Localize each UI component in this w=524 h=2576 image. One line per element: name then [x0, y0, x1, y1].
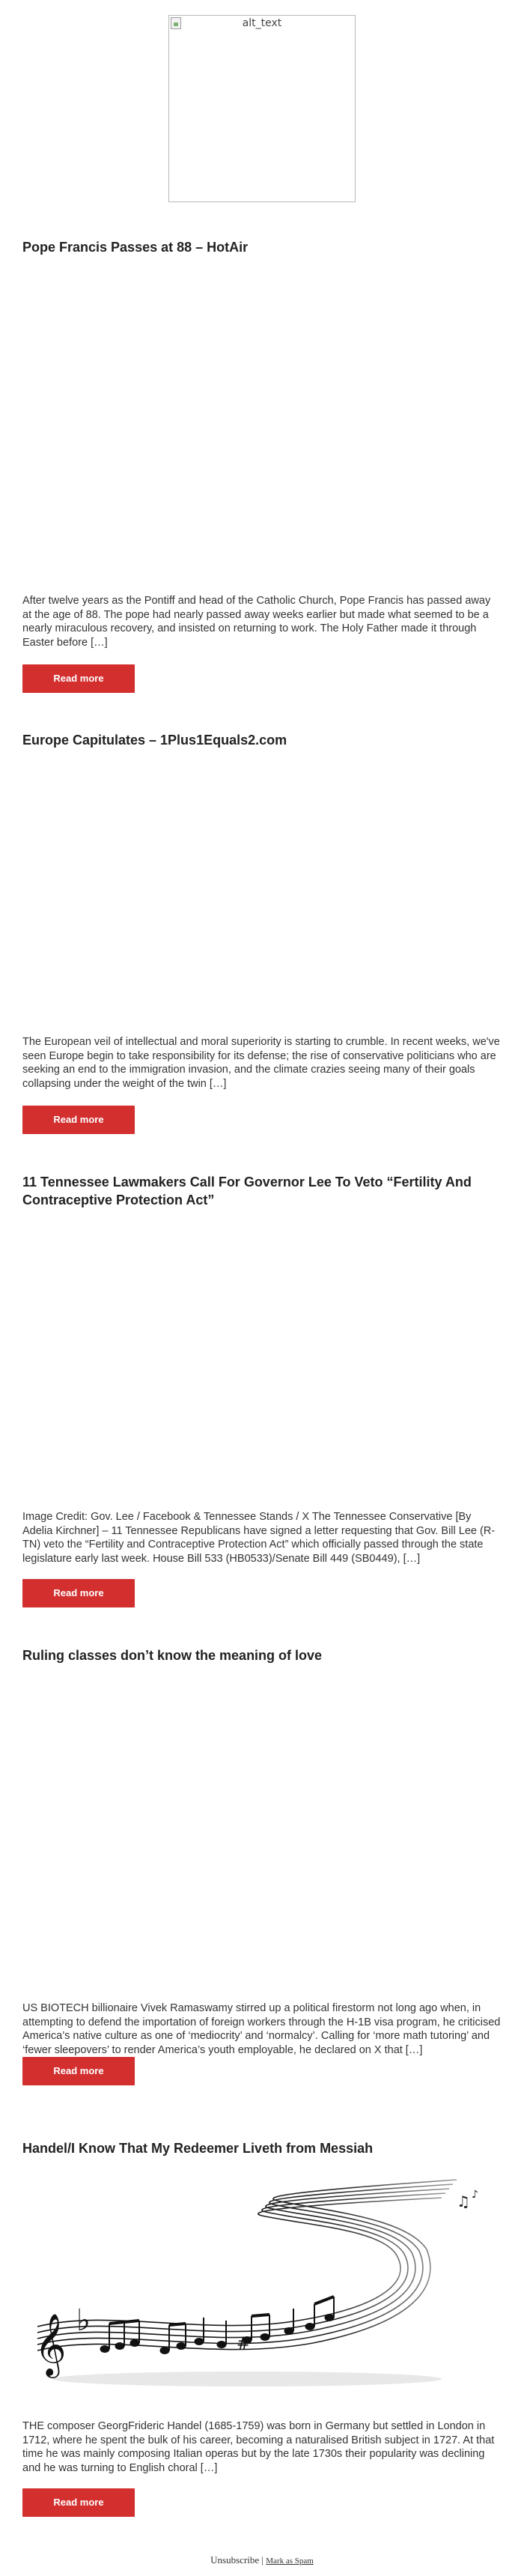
article-title[interactable]: Handel/I Know That My Redeemer Liveth from Messiah — [22, 2141, 374, 2156]
article-excerpt: After twelve years as the Pontiff and head of the Catholic Church, Pope Francis has passed away at the age of 88. The pope had nearly passed away weeks earlier but made what seemed to be a nearly miraculous recovery, and insisted on returning to work. The Holy Father made it through Easter before […] — [22, 595, 491, 649]
article-image-music-staff — [22, 2177, 502, 2401]
article-title[interactable]: Europe Capitulates – 1Plus1Equals2.com — [22, 733, 287, 748]
logo-image-placeholder — [168, 15, 356, 202]
svg-text:♭: ♭ — [76, 2303, 91, 2338]
article-excerpt: THE composer GeorgFrideric Handel (1685-1759) was born in Germany but settled in London in 1712, where he spent the bulk of his career, becoming a naturalised British subject in 1727. At that time he was mainly composing Italian operas but by the late 1730s their popularity was declining and he was turning to English choral […] — [22, 2420, 495, 2474]
svg-text:♫: ♫ — [457, 2192, 470, 2210]
article-excerpt: Image Credit: Gov. Lee / Facebook & Tennessee Stands / X The Tennessee Conservative [By Adelia Kirchner] – 11 Tennessee Republicans have signed a letter requesting that Gov. Bill Lee (R-TN) veto the “Fertility and Contraceptive Protection Act” which officially passed through the state legislature early last week. House Bill 533 (HB0533)/Senate Bill 449 (SB0449), […] — [22, 1511, 496, 1565]
article-image-blank — [22, 1225, 502, 1480]
read-more-button[interactable]: Read more — [22, 1579, 135, 1607]
article-card — [22, 1646, 502, 2076]
article-card — [22, 1173, 502, 1598]
logo-alt-text: alt_text — [242, 17, 282, 29]
read-more-button[interactable]: Read more — [22, 2057, 135, 2085]
article-image-blank — [22, 1676, 502, 1991]
article-title[interactable]: 11 Tennessee Lawmakers Call For Governor Lee To Veto “Fertility And Contraceptive Protection Act” — [22, 1175, 472, 1207]
article-excerpt: US BIOTECH billionaire Vivek Ramaswamy stirred up a political firestorm not long ago when, in attempting to defend the importation of foreign workers through the H-1B visa program, he criticised America’s native culture as one of ‘mediocrity’ and ‘normalcy’. Calling for ‘more math tutoring’ and ‘fewer sleepovers’ to render America’s youth employable, he declared on X that […] — [22, 2002, 501, 2056]
svg-text:𝄞: 𝄞 — [34, 2312, 67, 2375]
read-more-button[interactable]: Read more — [22, 664, 135, 693]
footer-separator: | — [261, 2554, 264, 2566]
unsubscribe-link[interactable]: Unsubscribe — [210, 2554, 260, 2566]
read-more-button[interactable]: Read more — [22, 2488, 135, 2517]
article-image-blank — [22, 761, 502, 1008]
article-title[interactable]: Ruling classes don’t know the meaning of love — [22, 1648, 323, 1663]
article-excerpt: The European veil of intellectual and moral superiority is starting to crumble. In recent weeks, we've seen Europe begin to take responsibility for its defense; the rise of conservative politicians who are seeking an end to the immigration invasion, and the climate crazies seeing many of their goals collapsing under the weight of the twin […] — [22, 1036, 500, 1090]
music-notes-illustration — [22, 2177, 502, 2401]
article-card — [22, 2139, 502, 2508]
footer — [0, 2554, 524, 2566]
article-card — [22, 238, 502, 684]
article-title[interactable]: Pope Francis Passes at 88 – HotAir — [22, 240, 249, 255]
read-more-button[interactable]: Read more — [22, 1106, 135, 1134]
mark-as-spam-link[interactable]: Mark as Spam — [266, 2557, 314, 2566]
svg-text:#: # — [237, 2335, 251, 2354]
svg-text:♪: ♪ — [472, 2189, 478, 2201]
article-card — [22, 731, 502, 1125]
